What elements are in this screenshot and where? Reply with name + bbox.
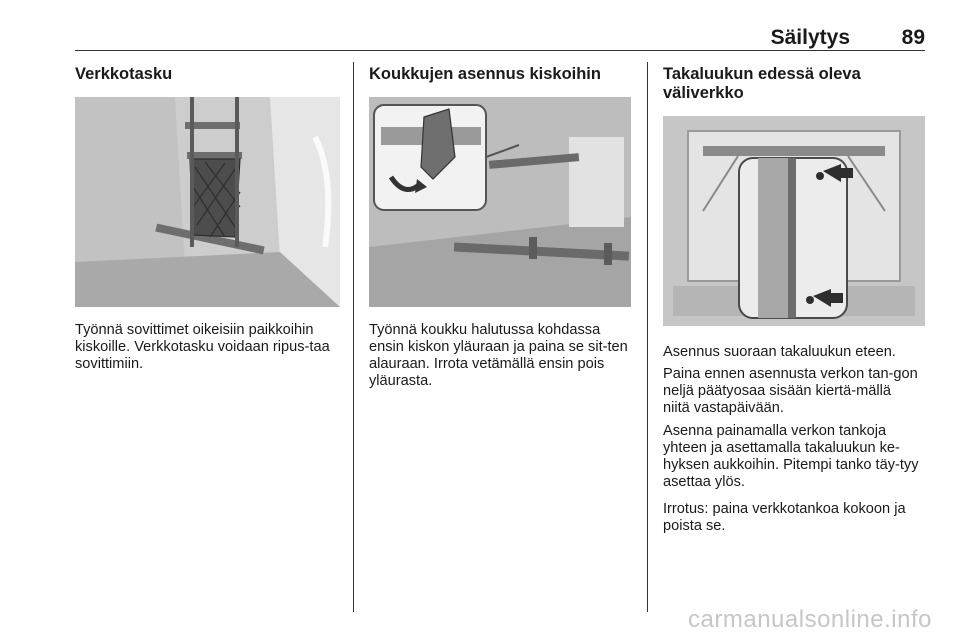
partition-net-paragraph-4: Irrotus: paina verkkotankoa kokoon ja poista se. [663, 501, 906, 534]
watermark: carmanualsonline.info [688, 606, 932, 633]
section-heading-hook-rails: Koukkujen asennus kiskoihin [369, 65, 601, 83]
partition-net-paragraph-3: Asenna painamalla verkon tankoja yhteen ja asettamalla takaluukun ke-hyksen aukkoihin. Pitempi tanko täy-tyy asettaa ylös. [663, 423, 919, 490]
partition-net-paragraph-2: Paina ennen asennusta verkon tan-gon neljä päätyosaa sisään kiertä-mällä niitä vastapäivään. [663, 366, 918, 416]
hook-rail-instructions: Työnnä koukku halutussa kohdassa ensin kiskon yläuraan ja paina se sit-ten alauraan. Irrota vetämällä ensin pois yläurasta. [369, 322, 628, 389]
hook-rail-installation-illustration [369, 97, 631, 307]
partition-net-illustration [663, 116, 925, 326]
partition-net-paragraph-1: Asennus suoraan takaluukun eteen. [663, 344, 896, 360]
column-divider-2 [647, 62, 648, 612]
column-divider-1 [353, 62, 354, 612]
running-header-title: Säilytys [770, 26, 850, 49]
cargo-net-pocket-illustration [75, 97, 340, 307]
section-heading-cargo-net: Verkkotasku [75, 65, 173, 83]
cargo-net-instructions: Työnnä sovittimet oikeisiin paikkoihin kiskoille. Verkkotasku voidaan ripus-taa sovittimiin. [75, 322, 330, 372]
header-divider [75, 50, 925, 51]
page-number: 89 [901, 26, 925, 49]
section-heading-partition-net: Takaluukun edessä oleva väliverkko [663, 65, 861, 102]
